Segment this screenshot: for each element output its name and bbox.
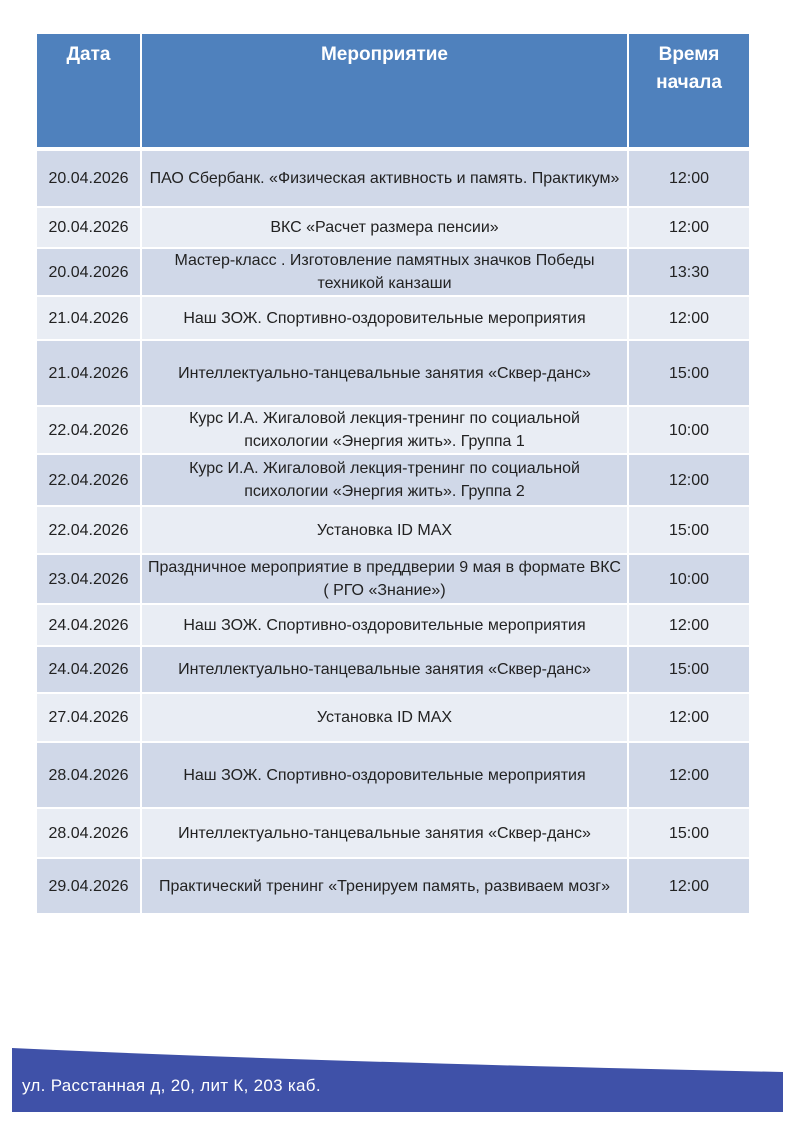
table-row [37,506,749,554]
row-date: 20.04.2026 [37,149,141,207]
row-time: 15:00 [628,340,749,406]
row-event: ВКС «Расчет размера пенсии» [141,207,628,248]
row-event: Праздничное мероприятие в преддверии 9 мая в формате ВКС ( РГО «Знание») [141,554,628,604]
header-time: Время начала [628,34,749,149]
row-date: 23.04.2026 [37,554,141,604]
row-time: 12:00 [628,742,749,808]
table-row [37,858,749,914]
row-time: 12:00 [628,604,749,646]
header-row [37,34,749,149]
row-event: Наш ЗОЖ. Спортивно-оздоровительные мероприятия [141,604,628,646]
row-date: 22.04.2026 [37,406,141,454]
row-event: Интеллектуально-танцевальные занятия «Сквер-данс» [141,340,628,406]
row-date: 20.04.2026 [37,248,141,296]
row-time: 12:00 [628,149,749,207]
row-time: 15:00 [628,646,749,693]
schedule-table [37,34,749,915]
row-event: Курс И.А. Жигаловой лекция-тренинг по социальной психологии «Энергия жить». Группа 1 [141,406,628,454]
table-row [37,604,749,646]
table-row [37,406,749,454]
row-event: ПАО Сбербанк. «Физическая активность и память. Практикум» [141,149,628,207]
table-row [37,454,749,506]
table-row [37,207,749,248]
row-time: 15:00 [628,506,749,554]
row-date: 21.04.2026 [37,296,141,340]
row-date: 22.04.2026 [37,506,141,554]
table-row [37,808,749,858]
table-row [37,742,749,808]
row-date: 28.04.2026 [37,808,141,858]
row-event: Мастер-класс . Изготовление памятных значков Победы техникой канзаши [141,248,628,296]
row-date: 20.04.2026 [37,207,141,248]
header-date: Дата [37,34,141,149]
table-row [37,296,749,340]
row-event: Наш ЗОЖ. Спортивно-оздоровительные мероприятия [141,296,628,340]
row-time: 10:00 [628,406,749,454]
row-event: Интеллектуально-танцевальные занятия «Сквер-данс» [141,808,628,858]
row-date: 21.04.2026 [37,340,141,406]
row-event: Курс И.А. Жигаловой лекция-тренинг по социальной психологии «Энергия жить». Группа 2 [141,454,628,506]
header-event: Мероприятие [141,34,628,149]
table-row [37,340,749,406]
row-event: Установка ID MAX [141,506,628,554]
row-event: Практический тренинг «Тренируем память, развиваем мозг» [141,858,628,914]
table-row [37,693,749,742]
row-time: 10:00 [628,554,749,604]
row-date: 28.04.2026 [37,742,141,808]
row-date: 24.04.2026 [37,646,141,693]
row-time: 12:00 [628,296,749,340]
table-row [37,248,749,296]
table-row [37,646,749,693]
row-time: 15:00 [628,808,749,858]
row-date: 27.04.2026 [37,693,141,742]
row-date: 22.04.2026 [37,454,141,506]
table-row [37,149,749,207]
row-date: 29.04.2026 [37,858,141,914]
row-time: 12:00 [628,454,749,506]
footer-address: ул. Расстанная д, 20, лит К, 203 каб. [22,1076,321,1095]
row-time: 12:00 [628,858,749,914]
row-event: Интеллектуально-танцевальные занятия «Сквер-данс» [141,646,628,693]
row-date: 24.04.2026 [37,604,141,646]
row-event: Установка ID MAX [141,693,628,742]
row-time: 12:00 [628,693,749,742]
table-row [37,554,749,604]
row-time: 12:00 [628,207,749,248]
row-event: Наш ЗОЖ. Спортивно-оздоровительные мероприятия [141,742,628,808]
row-time: 13:30 [628,248,749,296]
